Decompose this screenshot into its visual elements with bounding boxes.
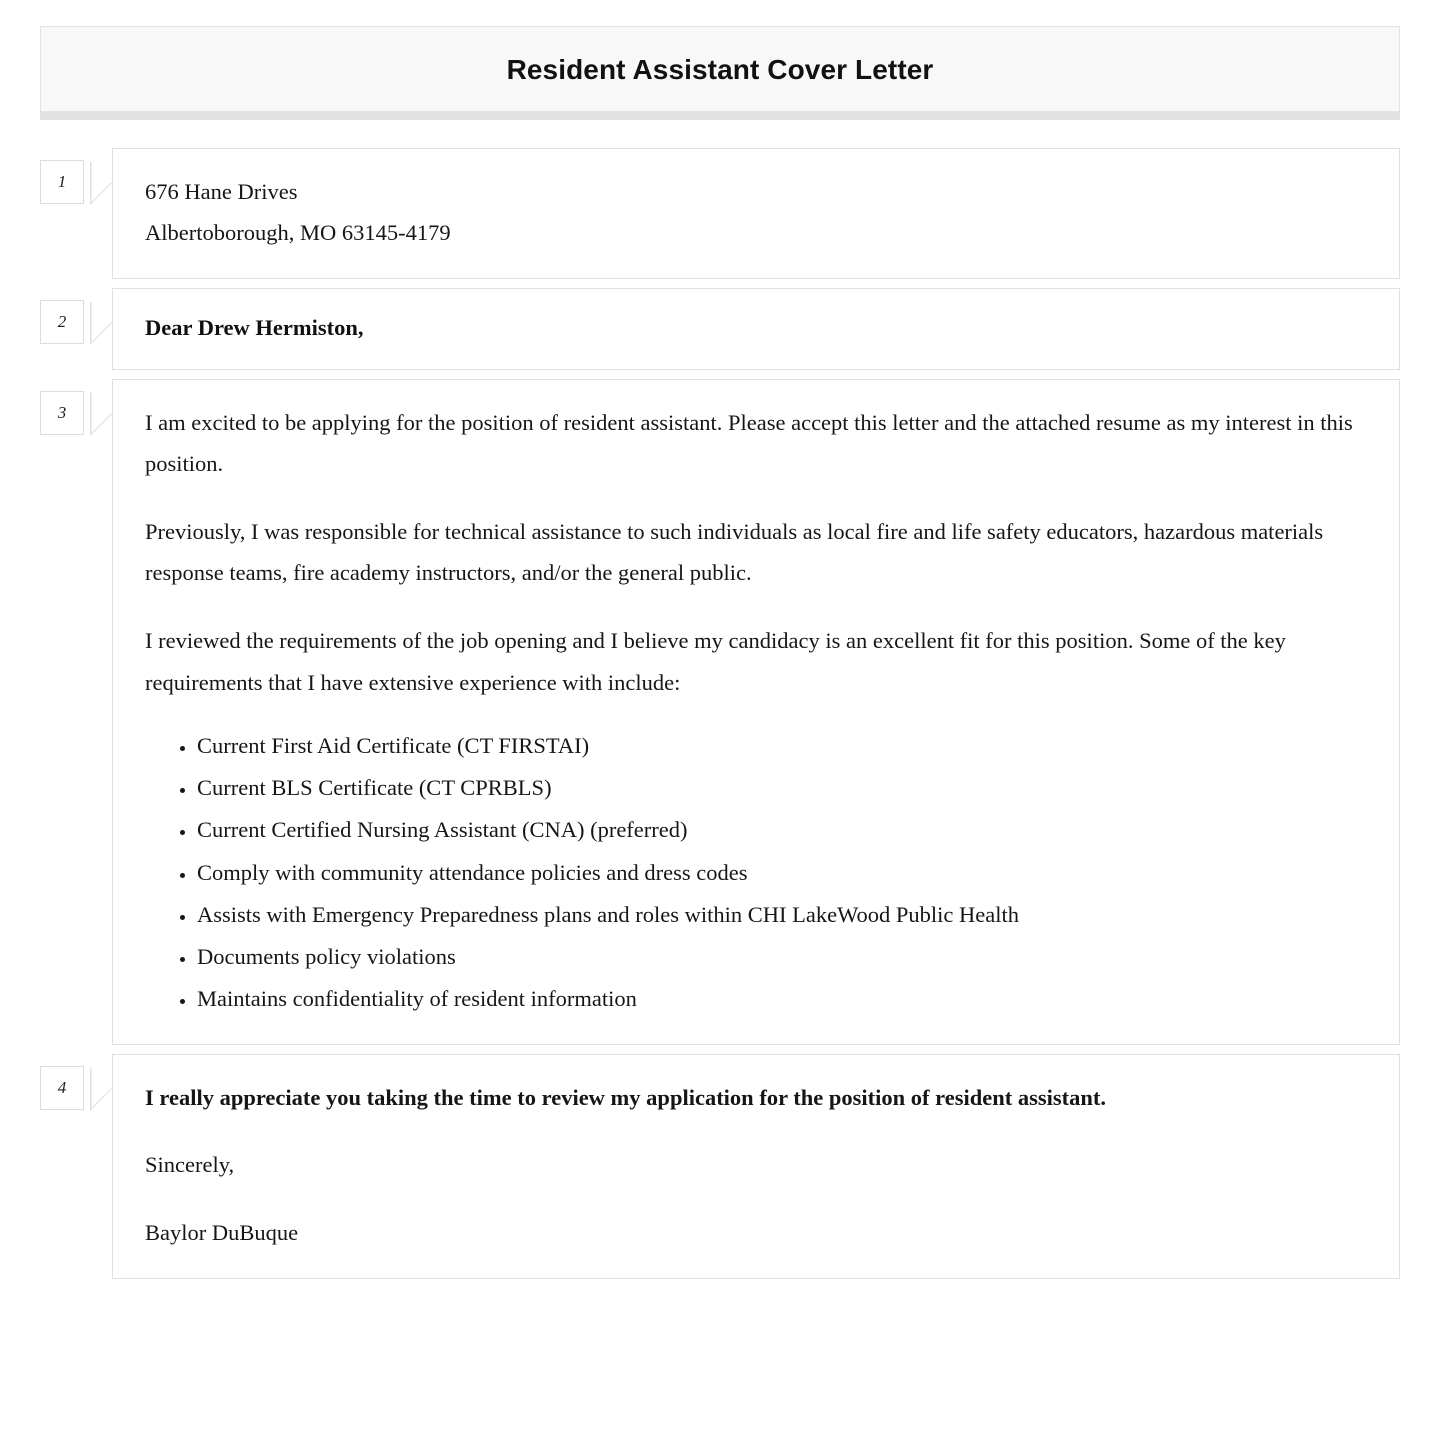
list-item: • Documents policy violations <box>197 936 1369 978</box>
list-item: • Current First Aid Certificate (CT FIRSTAI) <box>197 725 1369 767</box>
document-header <box>40 26 1400 111</box>
block-number-badge[interactable]: 2 <box>40 300 84 344</box>
list-item: • Current BLS Certificate (CT CPRBLS) <box>197 767 1369 809</box>
salutation-text: Dear Drew Hermiston, <box>145 314 364 340</box>
list-item: • Comply with community attendance policies and dress codes <box>197 852 1369 894</box>
address-line-2: Albertoborough, MO 63145-4179 <box>145 220 451 246</box>
address-line-1: 676 Hane Drives <box>145 178 298 204</box>
body-paragraph-3: I reviewed the requirements of the job opening and I believe my candidacy is an excellent fit for this position. Some of the key requirements that I have extensive experience with include: <box>145 628 1286 695</box>
closing-box <box>112 1054 1400 1279</box>
list-item: • Assists with Emergency Preparedness plans and roles within CHI LakeWood Public Health <box>197 894 1369 936</box>
salutation-box <box>112 288 1400 370</box>
address-box <box>112 148 1400 279</box>
body-paragraph-2: Previously, I was responsible for technical assistance to such individuals as local fire and life safety educators, hazardous materials response teams, fire academy instructors, and/or the general public. <box>145 518 1324 586</box>
list-item: • Maintains confidentiality of resident information <box>197 978 1369 1020</box>
sign-off: Sincerely, <box>145 1152 235 1178</box>
block-number-badge[interactable]: 1 <box>40 160 84 204</box>
document-page <box>0 26 1440 1279</box>
body-box <box>112 379 1400 1045</box>
block-1-address <box>40 148 1400 279</box>
requirements-list <box>145 725 1369 1019</box>
block-2-salutation <box>40 288 1400 370</box>
block-number-badge[interactable]: 3 <box>40 391 84 435</box>
block-4-closing <box>40 1054 1400 1279</box>
list-item: • Current Certified Nursing Assistant (CNA) (preferred) <box>197 809 1369 851</box>
block-3-body <box>40 379 1400 1045</box>
annotated-blocks <box>40 148 1400 1279</box>
signature-name: Baylor DuBuque <box>145 1220 299 1246</box>
closing-statement: I really appreciate you taking the time to review my application for the position of resident assistant. <box>145 1084 1107 1110</box>
block-number-badge[interactable]: 4 <box>40 1066 84 1110</box>
body-paragraph-1: I am excited to be applying for the position of resident assistant. Please accept this letter and the attached resume as my interest in this position. <box>145 409 1353 477</box>
header-bottom-rule <box>40 111 1400 120</box>
page-title: Resident Assistant Cover Letter <box>506 54 934 85</box>
